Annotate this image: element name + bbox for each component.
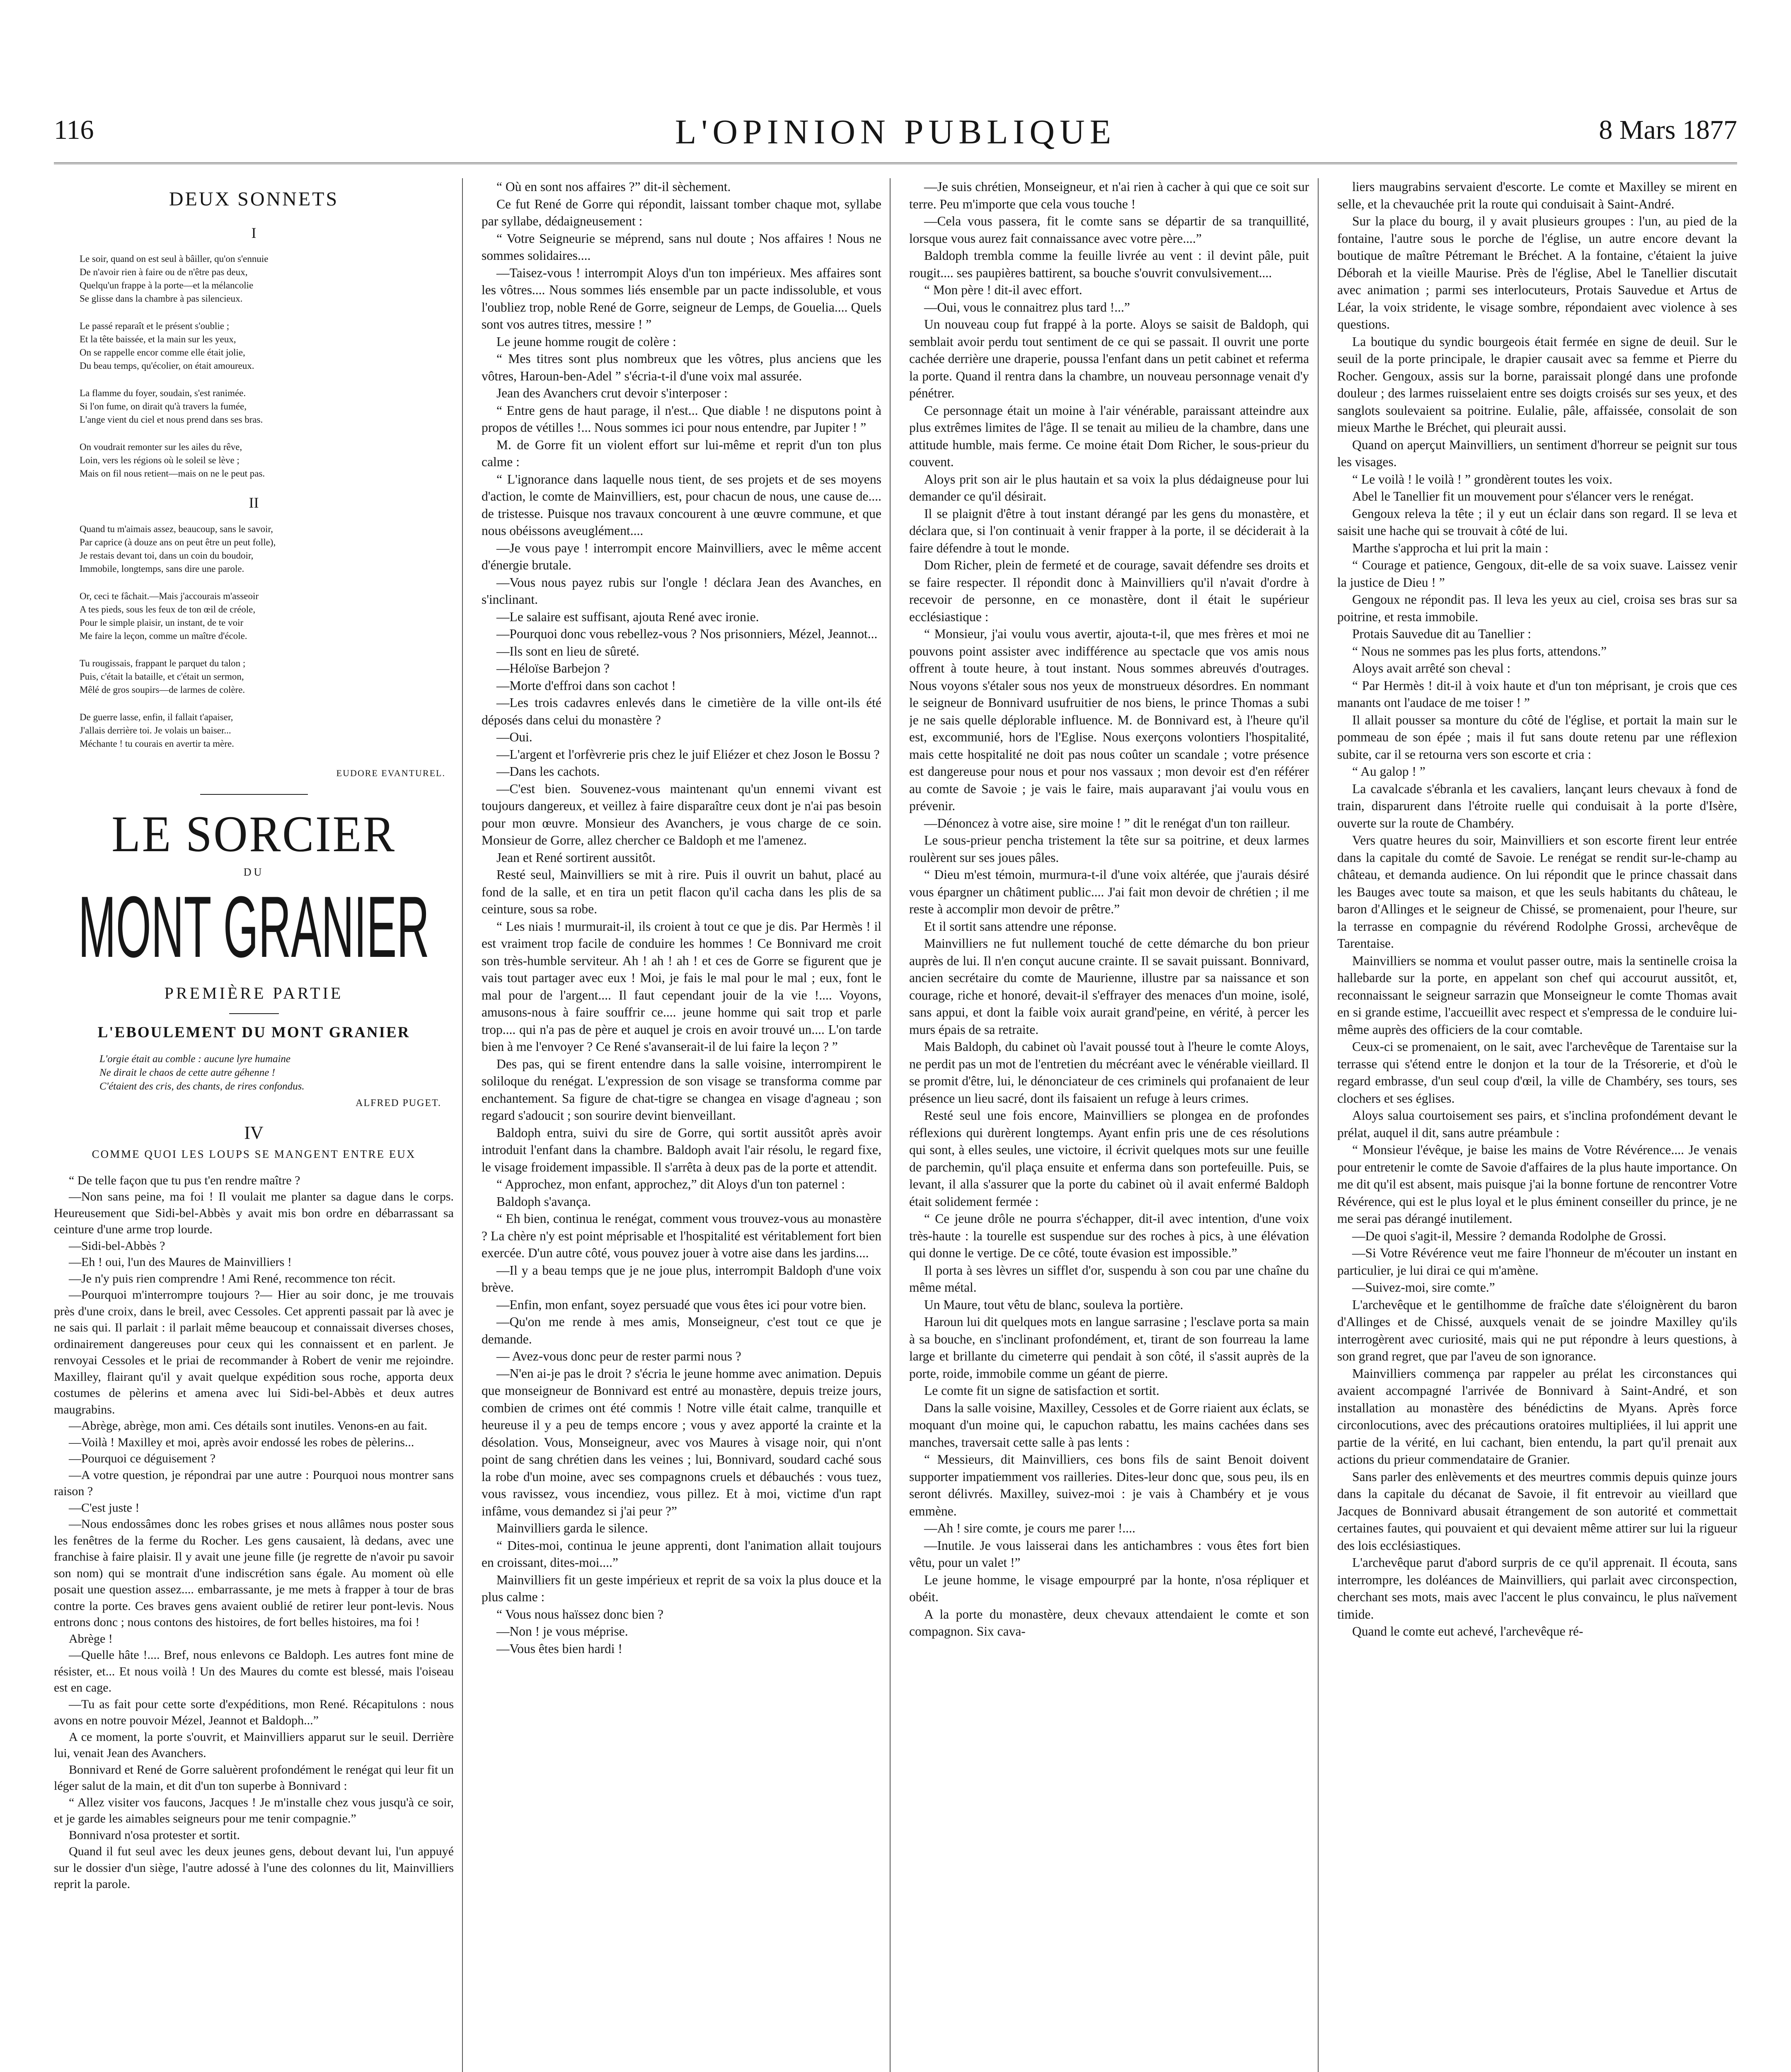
verse-line: Puis, c'était la bataille, et c'était un sermon, [80,671,244,682]
paragraph: —Cela vous passera, fit le comte sans se départir de sa tranquillité, lorsque vous aurez fait connaissance avec votre père....” [909,214,1309,246]
header-rule [54,162,1737,164]
verse-line: Quand tu m'aimais assez, beaucoup, sans le savoir, [80,523,273,534]
paragraph: “ Allez visiter vos faucons, Jacques ! Je m'installe chez vous jusqu'à ce soir, et je garde les aimables seigneurs pour me tenir compagnie.” [54,1795,454,1825]
paragraph: —Quelle hâte !.... Bref, nous enlevons ce Baldoph. Les autres font mine de résister, et... Et nous voilà ! Un des Maures du comte est blessé, mais l'oiseau est en cage. [54,1648,454,1694]
stanza [80,711,454,750]
paragraph: Baldoph entra, suivi du sire de Gorre, qui sortit aussitôt après avoir introduit l'enfant dans la chambre. Baldoph avait l'air résolu, le regard fixe, le visage froidement impassible. Il s'arrêta à deux pas de la porte et attendit. [482,1125,881,1174]
verse-line: Le passé reparaît et le présent s'oublie ; [80,321,230,331]
sonnet-numeral: I [251,224,257,241]
paragraph: Protais Sauvedue dit au Tanellier : [1352,627,1531,641]
column-3 [909,178,1309,2072]
verse-line: Mais on fil nous retient—mais on ne le peut pas. [80,468,265,479]
paragraph: —Je vous paye ! interrompit encore Mainvilliers, avec le même accent d'énergie brutale. [482,540,881,572]
paragraph: Le sous-prieur pencha tristement la tête sur sa poitrine, et deux larmes roulèrent sur ses joues pâles. [909,833,1309,865]
paragraph: —Pourquoi ce déguisement ? [69,1452,216,1465]
paragraph: “ Où en sont nos affaires ?” dit-il sèchement. [496,179,731,194]
paragraph: La boutique du syndic bourgeois était fermée en signe de deuil. Sur le seuil de la porte principale, le drapier causait avec sa femme et Pierre du Rocher. Gengoux, assis sur la borne, paraissait plongé dans une profonde douleur ; des larmes ruisselaient entre ses doigts croisés sur ses yeux, et des sanglots soulevaient sa poitrine. Eulalie, pâle, affaissée, consolait de son mieux Marthe le Bréchet, qui pleurait aussi. [1337,334,1737,435]
paragraph: Gengoux releva la tête ; il y eut un éclair dans son regard. Il se leva et saisit une hache qui se trouvait à côté de lui. [1337,506,1737,538]
paragraph: Aloys salua courtoisement ses pairs, et s'inclina profondément devant le prélat, auquel il dit, sans autre préambule : [1337,1108,1737,1140]
stanza [80,441,454,480]
paragraph: Bonnivard et René de Gorre saluèrent profondément le renégat qui leur fit un léger salut de la main, et dit d'un ton superbe à Bonnivard : [54,1762,454,1793]
paragraph: —Ah ! sire comte, je cours me parer !.... [924,1521,1135,1535]
sonnet-numeral: II [249,494,259,511]
paragraph: Resté seul, Mainvilliers se mit à rire. Puis il ouvrit un bahut, placé au fond de la salle, et en tira un petit flacon qu'il cacha dans les plis de sa ceinture, sous sa robe. [482,867,881,916]
paragraph: —Suivez-moi, sire comte.” [1352,1280,1495,1295]
paragraph: Dans la salle voisine, Maxilley, Cessoles et de Gorre riaient aux éclats, se moquant d'un moine qui, le capuchon rabattu, les mains cachées dans ses manches, traversait cette salle à pas lents : [909,1400,1309,1450]
paragraph: Dom Richer, plein de fermeté et de courage, savait défendre ses droits et se faire respecter. Il répondit donc à Mainvilliers qu'il n'avait d'ordre à recevoir de personne, en ce monastère, dont il était le supérieur ecclésiastique : [909,558,1309,624]
paragraph: —Inutile. Je vous laisserai dans les antichambres : vous êtes fort bien vêtu, pour un valet !” [909,1538,1309,1570]
paragraph: —Non sans peine, ma foi ! Il voulait me planter sa dague dans le corps. Heureusement que Sidi-bel-Abbès y avait mis bon ordre en débarrassant sa ceinture d'une arme trop lourde. [54,1190,454,1236]
paragraph: —Je n'y puis rien comprendre ! Ami René, recommence ton récit. [69,1271,396,1285]
sonnet-signature: EUDORE EVANTUREL. [336,767,445,778]
paragraph: Jean et René sortirent aussitôt. [496,850,656,865]
verse-line: Le soir, quand on est seul à bâiller, qu'on s'ennuie [80,254,269,264]
paragraph: —Abrège, abrège, mon ami. Ces détails sont inutiles. Venons-en au fait. [69,1419,428,1433]
paragraph: Abrège ! [69,1631,113,1646]
verse-line: De n'avoir rien à faire ou de n'être pas deux, [80,267,248,277]
paragraph: Mainvilliers fit un geste impérieux et reprit de sa voix la plus douce et la plus calme : [482,1572,881,1604]
paragraph: Le jeune homme rougit de colère : [496,334,676,349]
paragraph: Quand on aperçut Mainvilliers, un sentiment d'horreur se peignit sur tous les visages. [1337,437,1737,469]
novel-title-line-1: LE SORCIER [111,806,396,862]
paragraph: “ Dieu m'est témoin, murmura-t-il d'une voix altérée, que j'aurais désiré vous épargner un châtiment public.... J'ai fait mon devoir de chrétien ; il me reste à accomplir mon devoir de prêtre.” [909,867,1309,916]
verse-line: Méchante ! tu courais en avertir ta mère. [80,738,234,749]
verse-line: Et la tête baissée, et la main sur les yeux, [80,334,236,344]
paragraph: — Avez-vous donc peur de rester parmi nous ? [496,1349,741,1363]
paragraph: Aloys avait arrêté son cheval : [1352,661,1511,675]
paragraph: M. de Gorre fit un violent effort sur lui-même et reprit d'un ton plus calme : [482,437,881,469]
paragraph: —Oui, vous le connaitrez plus tard !...” [924,300,1130,315]
masthead: L'OPINION PUBLIQUE [675,113,1116,151]
verse-line: Si l'on fume, on dirait qu'à travers la fumée, [80,401,247,411]
paragraph: Il allait pousser sa monture du côté de l'église, et portait la main sur le pommeau de son épée ; mais il fut sans doute retenu par une réflexion subite, car il se retourna vers son escorte et cria : [1337,712,1737,762]
chapter-numeral: IV [244,1123,264,1143]
paragraph: “ Votre Seigneurie se méprend, sans nul doute ; Nos affaires ! Nous ne sommes solidaires.... [482,231,881,263]
epigraph-line: Ne dirait le chaos de cette autre géhenne ! [99,1067,275,1078]
paragraph: —Pourquoi m'interrompre toujours ?— Hier au soir donc, je me trouvais près d'une croix, dans le breil, avec Cessoles. Cet apprenti passait par là avec je ne sais qui. Il parlait : il parlait même beaucoup et connaissait diverses choses, ordinairement dangereuses pour ceux qui les connaissent et en parlent. Je renvoyai Cessoles et le priai de recommander à Robert de venir me rejoindre. Maxilley, flairant qu'il y avait quelque expédition sous roche, apporta deux costumes de pèlerins et amena avec lui Sidi-bel-Abbès et deux autres maugrabins. [54,1288,454,1416]
paragraph: Mainvilliers se nomma et voulut passer outre, mais la sentinelle croisa la hallebarde sur la porte, en appelant son chef qui accourut aussitôt, et, reconnaissant le seigneur sarrazin que Monseigneur le comte Thomas avait en si grande estime, l'accueillit avec respect et s'empressa de le conduire lui-même auprès des officiers de la cour comtable. [1337,953,1737,1037]
paragraph: Haroun lui dit quelques mots en langue sarrasine ; l'esclave porta sa main à sa bouche, en s'inclinant profondément, et, tirant de son fourreau la lame large et brillante du cimeterre qui pendait à son côté, il s'assit auprès de la porte, roide, immobile comme un géant de pierre. [909,1314,1309,1381]
verse-line: Par caprice (à douze ans on peut être un peut folle), [80,537,276,547]
paragraph: “ Nous ne sommes pas les plus forts, attendons.” [1352,644,1607,658]
sonnet-one [54,252,454,480]
paragraph: A ce moment, la porte s'ouvrit, et Mainvilliers apparut sur le seuil. Derrière lui, venait Jean des Avanchers. [54,1730,454,1760]
paragraph: Marthe s'approcha et lui prit la main : [1352,540,1549,555]
paragraph: —Vous nous payez rubis sur l'ongle ! déclara Jean des Avanches, en s'inclinant. [482,575,881,607]
paragraph: “ De telle façon que tu pus t'en rendre maître ? [69,1173,300,1187]
paragraph: “ L'ignorance dans laquelle nous tient, de ses projets et de ses moyens d'action, le comte de Mainvilliers, est, pour chacun de nous, une cause de.... de tristesse. Puisque nos travaux concourent à une œuvre commune, et que nous obéissons aveuglément.... [482,472,881,538]
paragraph: —N'en ai-je pas le droit ? s'écria le jeune homme avec animation. Depuis que monseigneur de Bonnivard est entré au monastère, depuis treize jours, combien de crimes ont été commis ! Notre ville était calme, tranquille et heureuse il y a peu de temps encore ; vous y avez apporté la crainte et la désolation. Vous, Monseigneur, avec vos Maures à visage noir, qui n'ont point de sang chrétien dans les veines ; lui, Bonnivard, soudard caché sous la robe d'un moine, avec ses compagnons cruels et débauchés : vous tuez, vous ravissez, vous incendiez, vous pillez. Et à moi, victime d'un rapt infâme, vous demandez si j'ai peur ?” [482,1366,881,1518]
verse-line: Je restais devant toi, dans un coin du boudoir, [80,550,254,561]
paragraph: Mainvilliers ne fut nullement touché de cette démarche du bon prieur auprès de lui. Il n'en conçut aucune crainte. Il se savait puissant. Bonnivard, ancien secrétaire du comte de Maurienne, illustre par sa naissance et son courage, riche et honoré, devait-il s'effrayer des menaces d'un moine, isolé, sans appui, et dont la faible voix aurait grand'peine, en vérité, à percer les murs épais de sa retraite. [909,936,1309,1037]
paragraph: —C'est bien. Souvenez-vous maintenant qu'un ennemi vivant est toujours dangereux, et veillez à faire disparaître ceux dont je n'ai pas besoin pour mon œuvre. Monsieur des Avanchers, je vous charge de ce soin. Monsieur de Gorre, allez chercher ce Baldoph et me l'amenez. [482,781,881,847]
verse-line: Tu rougissais, frappant le parquet du talon ; [80,658,246,668]
verse-line: On voudrait remonter sur les ailes du rêve, [80,442,242,452]
paragraph: Le jeune homme, le visage empourpré par la honte, n'osa répliquer et obéit. [909,1572,1309,1604]
sonnets-title: DEUX SONNETS [169,188,339,210]
paragraph: “ Approchez, mon enfant, approchez,” dit Aloys d'un ton paternel : [496,1177,845,1191]
paragraph: Gengoux ne répondit pas. Il leva les yeux au ciel, croisa ses bras sur sa poitrine, et resta immobile. [1337,592,1737,624]
stanza [80,523,454,576]
paragraph: Il porta à ses lèvres un sifflet d'or, suspendu à son cou par une chaîne du même métal. [909,1263,1309,1295]
paragraph: —Les trois cadavres enlevés dans le cimetière de la ville ont-ils été déposés dans celui du monastère ? [482,695,881,727]
paragraph: “ Par Hermès ! dit-il à voix haute et d'un ton méprisant, je crois que ces manants ont l'audace de me toiser ! ” [1337,678,1737,710]
stanza [80,657,454,697]
paragraph: —Enfin, mon enfant, soyez persuadé que vous êtes ici pour votre bien. [496,1297,866,1312]
epigraph-line: L'orgie était au comble : aucune lyre humaine [99,1053,291,1065]
column-rule [1318,178,1319,2072]
paragraph: —Voilà ! Maxilley et moi, après avoir endossé les robes de pèlerins... [69,1435,414,1449]
paragraph: —Ils sont en lieu de sûreté. [496,644,639,658]
paragraph: liers maugrabins servaient d'escorte. Le comte et Maxilley se mirent en selle, et la chevauchée prit la route qui conduisait à Saint-André. [1337,179,1737,211]
paragraph: Ce personnage était un moine à l'air vénérable, paraissant atteindre aux plus extrêmes limites de l'âge. Il se tenait au milieu de la chambre, dans une attitude humble, mais ferme. Ce moine était Dom Richer, le sous-prieur du couvent. [909,403,1309,469]
paragraph: “ Les niais ! murmurait-il, ils croient à tout ce que je dis. Par Hermès ! il est vraiment trop facile de conduire les hommes ! Ce Bonnivard me croit son très-humble serviteur. Ah ! ah ! ah ! et ces de Gorre se figurent que je vais tout partager avec eux ! Moi, je fais le mal pour le mal ; eux, font le mal pour de l'argent.... Il faut cependant jouir de la vie !.... Voyons, amusons-nous à faire souffrir ce.... jeune homme qui sait trop et parle trop.... qui n'a pas de père et auquel je crois en avoir trouvé un.... L'on tarde bien à me l'envoyer ? Ce René s'avanserait-il de lui faire la leçon ? ” [482,919,881,1054]
paragraph: Aloys prit son air le plus hautain et sa voix la plus dédaigneuse pour lui demander ce qu'il désirait. [909,472,1309,503]
verse-line: Or, ceci te fâchait.—Mais j'accourais m'asseoir [80,591,259,601]
paragraph: Ceux-ci se promenaient, on le sait, avec l'archevêque de Tarentaise sur la terrasse qui s'étend entre le donjon et la tour de la Trésorerie, et d'où le regard embrasse, d'un seul coup d'œil, la ville de Chambéry, ses tours, ses clochers et ses églises. [1337,1039,1737,1106]
column-4 [1337,178,1737,2072]
paragraph: “ Ce jeune drôle ne pourra s'échapper, dit-il avec intention, d'une voix très-haute : la tourelle est suspendue sur des roches à pics, à une élévation qui donne le vertige. De ce côté, toute évasion est impossible.” [909,1211,1309,1260]
paragraph: “ Le voilà ! le voilà ! ” grondèrent toutes les voix. [1352,472,1613,487]
novel-title-du: DU [243,866,264,878]
verse-line: L'ange vient du ciel et nous prend dans ses bras. [80,414,263,425]
verse-line: A tes pieds, sous les feux de ton œil de créole, [80,604,256,615]
paragraph: “ Monsieur l'évêque, je baise les mains de Votre Révérence.... Je venais pour entretenir le comte de Savoie d'affaires de la plus haute importance. On me dit qu'il est absent, mais puisque j'ai la bonne fortune de rencontrer Votre Révérence, qui est le plus loyal et le plus éminent conseiller du prince, je ne me serai pas dérangé inutilement. [1337,1143,1737,1226]
paragraph: —Dénoncez à votre aise, sire moine ! ” dit le renégat d'un ton railleur. [924,816,1290,830]
page-header [54,112,1737,157]
paragraph: —Nous endossâmes donc les robes grises et nous allâmes nous poster sous les fenêtres de la ferme du Rocher. Les gens causaient, là dedans, avec une franchise à faire plaisir. Il y avait une jeune fille (je regrette de n'avoir pu savoir son nom) qui se montrait d'une indiscrétion sans égale. Au moment où elle posait une question assez.... embarrassante, je me mets à frapper à tour de bras contre la porte. Ces braves gens avaient oublié de retirer leur pont-levis. Nous entrons donc ; nous contons des histoires, de fort belles histoires, ma foi ! [54,1517,454,1629]
verse-line: Immobile, longtemps, sans dire une parole. [80,563,244,574]
paragraph: —L'argent et l'orfèvrerie pris chez le juif Eliézer et chez Joson le Bossu ? [496,747,880,762]
verse-line: J'allais derrière toi. Je volais un baiser... [80,725,231,736]
paragraph: Resté seul une fois encore, Mainvilliers se plongea en de profondes réflexions qui durèrent longtemps. Ayant enfin pris une de ces résolutions qui sont, à elles seules, une victoire, il écrivit quelques mots sur une feuille de parchemin, qu'il plaça ensuite et enferma dans son portefeuille. Puis, se levant, il alla s'assurer que la porte du cabinet où il avait enfermé Baldoph était solidement fermée : [909,1108,1309,1209]
paragraph: La cavalcade s'ébranla et les cavaliers, lançant leurs chevaux à fond de train, disparurent dans l'étroite ruelle qui conduisait à la porte d'Isère, ouverte sur la route de Chambéry. [1337,781,1737,830]
paragraph: Quand il fut seul avec les deux jeunes gens, debout devant lui, l'un appuyé sur le dossier d'un siège, l'autre adossé à l'une des colonnes du lit, Mainvilliers reprit la parole. [54,1844,454,1891]
paragraph: Ce fut René de Gorre qui répondit, laissant tomber chaque mot, syllabe par syllabe, dédaigneusement : [482,196,881,228]
paragraph: —Qu'on me rende à mes amis, Monseigneur, c'est tout ce que je demande. [482,1314,881,1346]
paragraph: Un nouveau coup fut frappé à la porte. Aloys se saisit de Baldoph, qui semblait avoir perdu tout sentiment de ce qui se passait. Il ouvrit une porte cachée derrière une draperie, poussa l'enfant dans un petit cabinet et referma la porte. Quand il rentra dans la chambre, un nouveau personnage venait d'y pénétrer. [909,317,1309,400]
paragraph: —Pourquoi donc vous rebellez-vous ? Nos prisonniers, Mézel, Jeannot... [496,627,878,641]
novel-chapter: L'EBOULEMENT DU MONT GRANIER [97,1024,410,1041]
paragraph: L'archevêque parut d'abord surpris de ce qu'il apprenait. Il écouta, sans interrompre, les doléances de Mainvilliers, qui parlait avec circonspection, cherchant ses mots, mais avec l'accent le plus convaincu, le plus naïvement timide. [1337,1555,1737,1622]
column-rule [890,178,891,2072]
page-number: 116 [54,115,94,145]
sonnet-two [54,523,454,750]
paragraph: L'archevêque et le gentilhomme de fraîche date s'éloignèrent du baron d'Allinges et de Chissé, auxquels venait de se joindre Maxilley qu'ils interrogèrent avec curiosité, mais qui ne put répondre à leurs questions, à son grand regret, que par l'aveu de son ignorance. [1337,1297,1737,1363]
paragraph: “ Dites-moi, continua le jeune apprenti, dont l'animation allait toujours en croissant, dites-moi....” [482,1538,881,1570]
epigraph-line: C'étaient des cris, des chants, de rires confondus. [99,1080,305,1092]
novel-part: PREMIÈRE PARTIE [164,983,344,1002]
paragraph: “ Eh bien, continua le renégat, comment vous trouvez-vous au monastère ? La chère n'y est point méprisable et l'hospitalité est véritablement fort bien exercée. D'un autre côté, vous pouvez jouer à votre aise dans les jardins.... [482,1211,881,1260]
paragraph: Jean des Avanchers crut devoir s'interposer : [496,386,728,400]
epigraph-author: ALFRED PUGET. [356,1097,441,1109]
paragraph: —Dans les cachots. [496,764,600,779]
column-1 [54,178,454,2072]
verse-line: Mêlé de gros soupirs—de larmes de colère. [80,684,245,695]
section-divider [200,794,308,795]
stanza [80,590,454,643]
paragraph: Il se plaignit d'être à tout instant dérangé par les gens du monastère, et déclara que, si l'on continuait à venir frapper à la porte, il se déciderait à la faire défendre à tout le monde. [909,506,1309,555]
paragraph: “ Messieurs, dit Mainvilliers, ces bons fils de saint Benoit doivent supporter impatiemment vos railleries. Dites-leur donc que, sous peu, ils en seront délivrés. Maxilley, suivez-moi : je vais à Chambéry et je vous emmène. [909,1452,1309,1518]
paragraph: —Non ! je vous méprise. [496,1624,628,1639]
stanza [80,252,454,305]
paragraph: Quand le comte eut achevé, l'archevêque ré- [1352,1624,1583,1639]
verse-line: Pour le simple plaisir, un instant, de te voir [80,617,244,628]
verse-line: Se glisse dans la chambre à pas silencieux. [80,293,243,304]
paragraph: —De quoi s'agit-il, Messire ? demanda Rodolphe de Grossi. [1352,1228,1667,1243]
paragraph: Bonnivard n'osa protester et sortit. [69,1828,240,1842]
section-divider [229,1013,279,1014]
paragraph: “ Monsieur, j'ai voulu vous avertir, ajouta-t-il, que mes frères et moi ne pouvons point assister avec indifférence au spectacle que vos amis nous offrent à toute heure, à tout instant. Nous sommes abreuvés d'outrages. Nous voyons s'étaler sous nos yeux de monstrueux désordres. En nommant le seigneur de Bonnivard usufruitier de nos biens, le prince Thomas a subi je ne sais quelle déplorable influence. M. de Bonnivard est, à l'heure qu'il est, excommunié, hors de l'Eglise. Nous exerçons volontiers l'hospitalité, mais cette hospitalité ne doit pas nous coûter un scandale ; votre présence est dangereuse pour nous et pour nos vassaux ; mon devoir est d'en référer au comte de Savoie ; je vais le faire, mais auparavant j'ai voulu vous en prévenir. [909,627,1309,813]
stanza [80,320,454,373]
paragraph: Un Maure, tout vêtu de blanc, souleva la portière. [924,1297,1184,1312]
paragraph: —Sidi-bel-Abbès ? [69,1239,165,1253]
paragraph: “ Mon père ! dit-il avec effort. [924,283,1082,297]
paragraph: Baldoph s'avança. [496,1194,591,1209]
verse-line: Loin, vers les régions où le soleil se lève ; [80,455,240,465]
paragraph: “ Vous nous haïssez donc bien ? [496,1607,664,1622]
chapter-title: COMME QUOI LES LOUPS SE MANGENT ENTRE EUX [92,1147,416,1160]
paragraph: A la porte du monastère, deux chevaux attendaient le comte et son compagnon. Six cava- [909,1607,1309,1639]
paragraph: —Vous êtes bien hardi ! [496,1641,622,1656]
paragraph: Mais Baldoph, du cabinet où l'avait poussé tout à l'heure le comte Aloys, ne perdit pas un mot de l'entretien du mécréant avec le vénérable vieillard. Il se promit d'être, lui, le dénonciateur de ces criminels qui profanaient de leur présence un lieu sacré, dont ils faisaient un refuge à leurs crimes. [909,1039,1309,1106]
column-2 [482,178,881,2072]
paragraph: —Morte d'effroi dans son cachot ! [496,678,676,693]
paragraph: —Il y a beau temps que je ne joue plus, interrompit Baldoph d'une voix brève. [482,1263,881,1295]
verse-line: De guerre lasse, enfin, il fallait t'apaiser, [80,712,233,722]
paragraph: Abel le Tanellier fit un mouvement pour s'élancer vers le renégat. [1352,489,1694,503]
paragraph: —Si Votre Révérence veut me faire l'honneur de m'écouter un instant en particulier, je lui dirai ce qui m'amène. [1337,1246,1737,1278]
paragraph: Vers quatre heures du soir, Mainvilliers et son escorte firent leur entrée dans la capitale du comté de Savoie. Le renégat se rendit sur-le-champ au château, et demanda audience. On lui répondit que le prince chassait dans les Bauges avec toute sa maison, et que les seuls habitants du château, le baron d'Allinges et le seigneur de Chissé, se promenaient, pour l'heure, sur la terrasse en compagnie du révérend Rodolphe Grossi, archevêque de Tarentaise. [1337,833,1737,951]
paragraph: Le comte fit un signe de satisfaction et sortit. [924,1383,1159,1398]
verse-line: Du beau temps, qu'écolier, on était amoureux. [80,361,254,371]
paragraph: —Le salaire est suffisant, ajouta René avec ironie. [496,609,759,624]
paragraph: Mainvilliers garda le silence. [496,1521,648,1535]
paragraph: —C'est juste ! [69,1501,140,1515]
paragraph: “ Entre gens de haut parage, il n'est... Que diable ! ne disputons point à propos de vétilles !... Nous sommes ici pour nous entendre, par Jupiter ! ” [482,403,881,435]
verse-line: Me faire la leçon, comme un maître d'école. [80,630,247,641]
paragraph: —Tu as fait pour cette sorte d'expéditions, mon René. Récapitulons : nous avons en notre pouvoir Mézel, Jeannot et Baldoph...” [54,1697,454,1727]
paragraph: Des pas, qui se firent entendre dans la salle voisine, interrompirent le soliloque du renégat. L'expression de son visage se transforma comme par enchantement. Sa figure de chat-tigre se changea en visage d'agneau ; son regard s'adoucit ; son sourire devint bienveillant. [482,1056,881,1123]
column-1-body [54,1172,454,1893]
verse-line: La flamme du foyer, soudain, s'est ranimée. [80,388,246,398]
issue-date: 8 Mars 1877 [1599,115,1737,145]
verse-line: On se rappelle encor comme elle était jolie, [80,347,245,358]
verse-line: Quelqu'un frappe à la porte—et la mélancolie [80,280,254,290]
paragraph: —Héloïse Barbejon ? [496,661,610,675]
paragraph: Sans parler des enlèvements et des meurtres commis depuis quinze jours dans la capitale du décanat de Savoie, il fit entrevoir au vieillard que Jacques de Bonnivard abusait étrangement de son autorité et commettait certaines fautes, qui pouvaient et qui devaient même attirer sur lui la rigueur des lois ecclésiastiques. [1337,1469,1737,1553]
paragraph: Sur la place du bourg, il y avait plusieurs groupes : l'un, au pied de la fontaine, l'autre sous le porche de l'église, un autre encore devant la boutique de maître Pétremant le Bréchet. A la fontaine, c'étaient la juive Déborah et la vieille Maurise. Près de l'église, Abel le Tanellier discutait avec animation ; parmi ses interlocuteurs, Protais Sauvedue et Artus de Léar, la voix stridente, le visage sombre, répondaient avec violence à ses questions. [1337,214,1737,332]
novel-title-line-2: MONT GRANIER [78,878,430,975]
paragraph: —Taisez-vous ! interrompit Aloys d'un ton impérieux. Mes affaires sont les vôtres.... Nous sommes liés ensemble par un pacte indissoluble, et vous l'oubliez trop, noble René de Gorre, seigneur de Lemps, de Gouelia.... Quels sont vos autres titres, messire ! ” [482,265,881,332]
paragraph: Et il sortit sans attendre une réponse. [924,919,1117,934]
paragraph: “ Mes titres sont plus nombreux que les vôtres, plus anciens que les vôtres, Haroun-ben-Adel ” s'écria-t-il d'une voix mal assurée. [482,351,881,383]
paragraph: —Eh ! oui, l'un des Maures de Mainvilliers ! [69,1255,292,1269]
column-rule [462,178,463,2072]
stanza [80,387,454,426]
paragraph: Baldoph trembla comme la feuille livrée au vent : il devint pâle, puit rougit.... ses paupières battirent, sa bouche s'ouvrit convulsivement.... [909,248,1309,280]
epigraph [54,1052,454,1093]
paragraph: —Je suis chrétien, Monseigneur, et n'ai rien à cacher à qui que ce soit sur terre. Peu m'importe que cela vous touche ! [909,179,1309,211]
paragraph: “ Courage et patience, Gengoux, dit-elle de sa voix suave. Laissez venir la justice de Dieu ! ” [1337,558,1737,590]
paragraph: —Oui. [496,730,532,744]
paragraph: Mainvilliers commença par rappeler au prélat les circonstances qui avaient accompagné l'arrivée de Bonnivard à Saint-André, et son installation au monastère des bénédictins de Myans. Après force circonlocutions, avec des précautions oratoires multipliées, il lui apprit une partie de la vérité, en lui cachant, bien entendu, la part qu'il prenait aux actions du prieur commendataire de Granier. [1337,1366,1737,1467]
paragraph: “ Au galop ! ” [1352,764,1426,779]
paragraph: —A votre question, je répondrai par une autre : Pourquoi nous montrer sans raison ? [54,1468,454,1498]
